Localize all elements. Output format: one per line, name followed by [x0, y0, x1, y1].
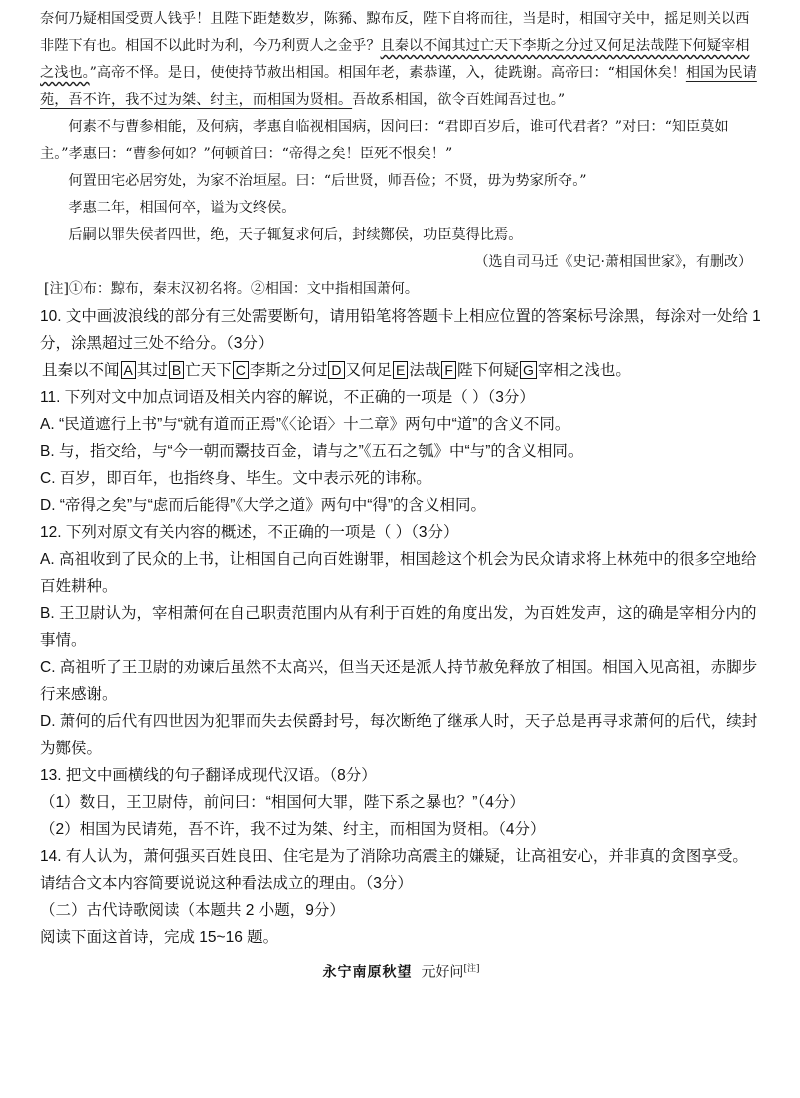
question-13-item-1: （1）数日，王卫尉侍，前问曰：“相国何大罪，陛下系之暴也？”（4分） — [40, 794, 525, 811]
question-14: 14. 有人认为，萧何强买百姓良田、住宅是为了消除功高震主的嫌疑，让高祖安心，并非真的贪图享受。请结合文本内容简要说说这种看法成立的理由。（3分） — [40, 848, 748, 892]
break-box-d[interactable]: D — [328, 361, 344, 379]
question-11-option-d: D. “帝得之矣”与“虑而后能得”《大学之道》两句中“得”的含义相同。 — [40, 497, 487, 514]
passage-note: [注]①布：黥布，秦末汉初名将。②相国：文中指相国萧何。 — [44, 281, 419, 297]
break-box-a[interactable]: A — [121, 361, 136, 379]
passage-paragraph-3: 何置田宅必居穷处，为家不治垣屋。曰：“后世贤，师吾俭；不贤，毋为势家所夺。” — [68, 173, 587, 189]
passage-paragraph-5: 后嗣以罪失侯者四世，绝，天子辄复求何后，封续酂侯，功臣莫得比焉。 — [68, 227, 523, 243]
poem-title: 永宁南原秋望 — [322, 964, 413, 981]
question-11-option-c: C. 百岁，即百年，也指终身、毕生。文中表示死的讳称。 — [40, 470, 432, 487]
poem-intro: 阅读下面这首诗，完成 15~16 题。 — [40, 929, 279, 946]
question-12-option-c: C. 高祖听了王卫尉的劝谏后虽然不太高兴，但当天还是派人持节赦免释放了相国。相国入见高祖，赤脚步行来感谢。 — [40, 659, 758, 703]
passage-paragraph-2: 何素不与曹参相能，及何病，孝惠自临视相国病，因问曰：“君即百岁后，谁可代君者？”对曰：“知臣莫如主。”孝惠曰：“曹参何如？”何顿首曰：“帝得之矣！臣死不恨矣！” — [40, 119, 729, 162]
question-12-option-b: B. 王卫尉认为，宰相萧何在自己职责范围内从有利于百姓的角度出发，为百姓发声，这的确是宰相分内的事情。 — [40, 605, 757, 649]
question-13-item-2: （2）相国为民请苑，吾不许，我不过为桀、纣主，而相国为贤相。（4分） — [40, 821, 546, 838]
section-title-poetry: （二）古代诗歌阅读（本题共 2 小题，9分） — [40, 902, 345, 919]
poem-note-mark: [注] — [463, 964, 480, 974]
poem-heading — [40, 955, 762, 987]
classical-passage — [40, 6, 762, 303]
question-11-option-b: B. 与，指交给，与“今一朝而鬻技百金，请与之”《五石之瓠》中“与”的含义相同。 — [40, 443, 584, 460]
break-box-b[interactable]: B — [169, 361, 184, 379]
question-12-option-a: A. 高祖收到了民众的上书，让相国自己向百姓谢罪，相国趁这个机会为民众请求将上林苑中的很多空地给百姓耕种。 — [40, 551, 757, 595]
question-11-option-a: A. “民道遮行上书”与“就有道而正焉”《〈论语〉十二章》两句中“道”的含义不同。 — [40, 416, 571, 433]
underlined-sentence: 相国为民请苑，吾不许，我不过为桀、纣主，而相国为贤相。 — [40, 65, 757, 108]
break-box-f[interactable]: F — [441, 361, 456, 379]
question-11: 11. 下列对文中加点词语及相关内容的解说，不正确的一项是（ ）（3分） — [40, 389, 535, 406]
question-12: 12. 下列对原文有关内容的概述，不正确的一项是（ ）（3分） — [40, 524, 459, 541]
break-box-e[interactable]: E — [393, 361, 408, 379]
poem-author: 元好问 — [421, 964, 464, 981]
question-12-option-d: D. 萧何的后代有四世因为犯罪而失去侯爵封号，每次断绝了继承人时，天子总是再寻求萧何的后代，续封为酂侯。 — [40, 713, 758, 757]
passage-source: （选自司马迁《史记·萧相国世家》，有删改） — [474, 254, 752, 270]
passage-paragraph-4: 孝惠二年，相国何卒，谥为文终侯。 — [68, 200, 296, 216]
passage-paragraph-1: 奈何乃疑相国受贾人钱乎！且陛下距楚数岁，陈豨、黥布反，陛下自将而往，当是时，相国守关中，摇足则关以西非陛下有也。相国不以此时为利，今乃利贾人之金乎？且秦以不闻其过亡天下李斯之分过又何足法哉陛下何疑宰相之浅也。”高帝不怿。是日，使使持节赦出相国。相国年老，素恭谨，入，徒跣谢。高帝曰：“相国休矣！相国为民请苑，吾不许，我不过为桀、纣主，而相国为贤相。吾故系相国，欲令百姓闻吾过也。” — [40, 11, 757, 108]
question-10-segments: 且秦以不闻 A 其过 B 亡天下 C 李斯之分过 D 又何足 E 法哉 F 陛下何疑 G 宰相之浅也。 — [42, 362, 631, 379]
question-13: 13. 把文中画横线的句子翻译成现代汉语。（8分） — [40, 767, 377, 784]
questions — [40, 303, 762, 951]
break-box-c[interactable]: C — [233, 361, 249, 379]
question-10: 10. 文中画波浪线的部分有三处需要断句，请用铅笔将答题卡上相应位置的答案标号涂黑，每涂对一处给 1 分，涂黑超过三处不给分。（3分） — [40, 308, 761, 352]
break-box-g[interactable]: G — [520, 361, 537, 379]
wavy-underlined-sentence: 且秦以不闻其过亡天下李斯之分过又何足法哉陛下何疑宰相之浅也。 — [40, 38, 750, 81]
